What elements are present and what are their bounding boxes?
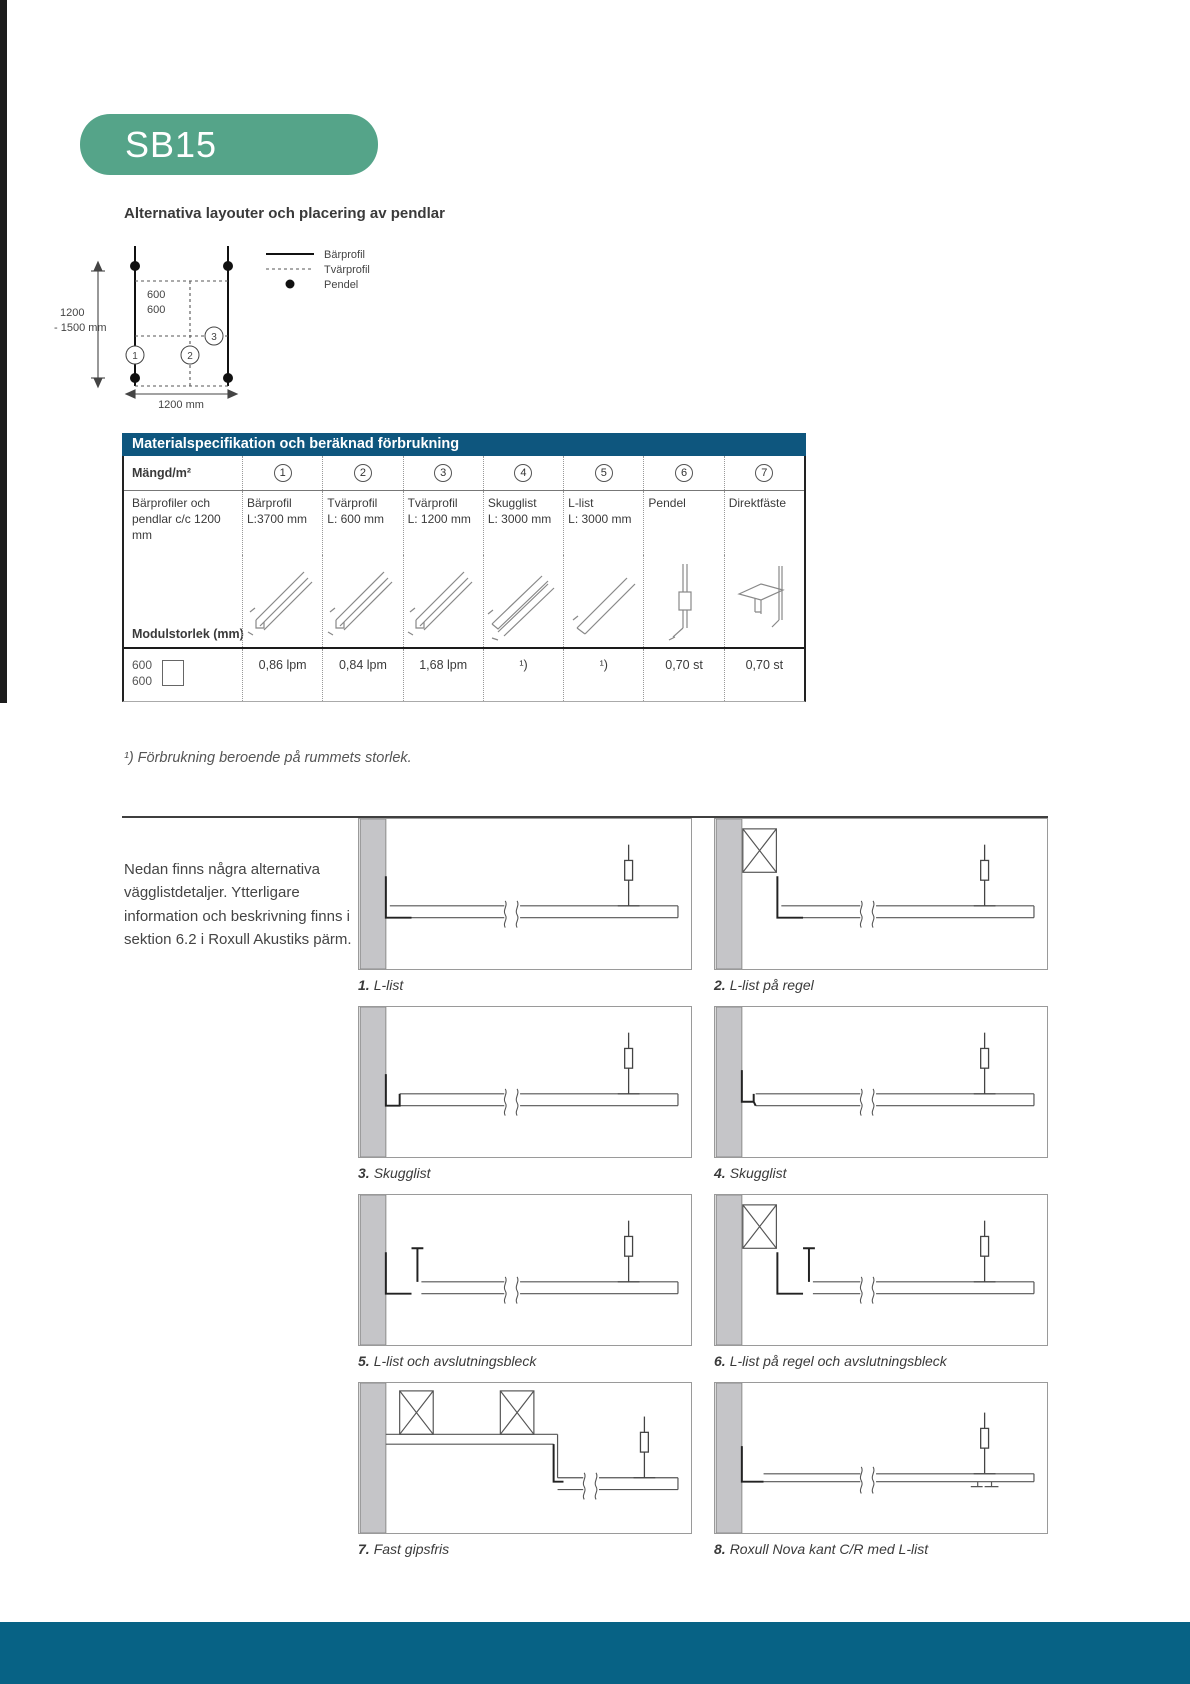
- marker-2: 2: [187, 351, 193, 362]
- value-6: 0,70 st: [643, 649, 723, 701]
- caption-label: L-list: [373, 977, 404, 993]
- table-footnote: ¹) Förbrukning beroende på rummets storlek.: [124, 750, 412, 766]
- modul-label: Modulstorlek (mm): [132, 627, 244, 641]
- materials-table-title: Materialspecifikation och beräknad förbrukning: [122, 433, 806, 456]
- caption-num: 1.: [358, 977, 370, 993]
- value-5: ¹): [563, 649, 643, 701]
- row-header-label: Bärprofiler och pendlar c/c 1200 mm: [132, 496, 221, 543]
- product-name-7: Direktfäste: [728, 496, 787, 510]
- section-badge: [80, 114, 378, 175]
- detail-item-3: [358, 1006, 692, 1181]
- value-2: 0,84 lpm: [322, 649, 402, 701]
- detail-drawing-l-list-avslutningsbleck: [358, 1194, 692, 1346]
- column-number-3: 3: [434, 464, 452, 482]
- carrier-profile-lines: [135, 246, 228, 386]
- module-size-cell: [132, 658, 184, 689]
- detail-item-4: [714, 1006, 1048, 1181]
- value-4: ¹): [483, 649, 563, 701]
- product-name-3: Tvärprofil: [407, 496, 458, 510]
- legend-barprofil-label: Bärprofil: [324, 249, 365, 261]
- bottom-dimension-text: 1200 mm: [158, 399, 204, 411]
- table-row-quantity-header: [124, 456, 804, 490]
- caption-num: 8.: [714, 1541, 726, 1557]
- left-dimension-text-2: - 1500 mm: [54, 322, 107, 334]
- hanger-icon: [645, 558, 723, 644]
- product-name-2: Tvärprofil: [327, 496, 378, 510]
- column-number-1: 1: [274, 464, 292, 482]
- product-size-4: L: 3000 mm: [487, 512, 552, 527]
- legend-pendel-label: Pendel: [324, 279, 359, 291]
- legend-tvarprofil-label: Tvärprofil: [324, 264, 370, 276]
- detail-item-6: [714, 1194, 1048, 1369]
- value-1: 0,86 lpm: [242, 649, 322, 701]
- detail-drawing-l-list: [358, 818, 692, 970]
- cross-profile-1200-icon: [404, 558, 482, 644]
- product-size-5: L: 3000 mm: [568, 512, 632, 527]
- product-size-1: L:3700 mm: [247, 512, 308, 527]
- caption-num: 6.: [714, 1353, 726, 1369]
- detail-item-7: [358, 1382, 692, 1557]
- column-number-5: 5: [595, 464, 613, 482]
- module-size-600-b: 600: [132, 673, 153, 688]
- page-title: Alternativa layouter och placering av pendlar: [124, 205, 445, 222]
- column-number-4: 4: [514, 464, 532, 482]
- module-dim-600-b: 600: [147, 304, 166, 316]
- bottom-dimension-line: [126, 390, 237, 398]
- bar-profile-icon: [244, 558, 322, 644]
- section-badge-label: SB15: [125, 123, 218, 165]
- materials-table: [122, 433, 806, 702]
- table-row-product-icons: [124, 555, 804, 647]
- detail-item-1: [358, 818, 692, 993]
- detail-drawing-l-list-regel: [714, 818, 1048, 970]
- caption-label: L-list på regel: [729, 977, 814, 993]
- caption-num: 7.: [358, 1541, 370, 1557]
- l-trim-icon: [565, 558, 643, 644]
- detail-item-2: [714, 818, 1048, 993]
- detail-drawing-skugglist-2: [714, 1006, 1048, 1158]
- caption-num: 2.: [714, 977, 726, 993]
- table-row-product-names: [124, 490, 804, 555]
- module-dim-600-a: 600: [147, 289, 166, 301]
- detail-item-5: [358, 1194, 692, 1369]
- left-dimension-text-1: 1200: [60, 307, 85, 319]
- detail-item-8: [714, 1382, 1048, 1557]
- diagram-markers: [126, 327, 223, 364]
- caption-num: 5.: [358, 1353, 370, 1369]
- module-square-icon: [162, 660, 184, 686]
- product-name-5: L-list: [568, 496, 594, 510]
- module-size-600-a: 600: [132, 658, 153, 672]
- wall-detail-grid: [358, 818, 1048, 1557]
- caption-num: 3.: [358, 1165, 370, 1181]
- footer-color-bar: [0, 1622, 1190, 1684]
- pendel-dots: [130, 261, 233, 383]
- column-number-6: 6: [675, 464, 693, 482]
- cross-profile-600-icon: [324, 558, 402, 644]
- product-name-1: Bärprofil: [247, 496, 292, 510]
- marker-3: 3: [211, 332, 217, 343]
- caption-label: Skugglist: [373, 1165, 431, 1181]
- caption-label: Roxull Nova kant C/R med L-list: [729, 1541, 929, 1557]
- detail-drawing-l-list-regel-avslutningsbleck: [714, 1194, 1048, 1346]
- caption-label: Fast gipsfris: [373, 1541, 450, 1557]
- qty-label: Mängd/m²: [132, 466, 192, 480]
- shadow-trim-icon: [484, 558, 562, 644]
- detail-drawing-skugglist: [358, 1006, 692, 1158]
- suspension-layout-diagram: [52, 240, 452, 412]
- value-3: 1,68 lpm: [403, 649, 483, 701]
- detail-drawing-fast-gipsfris: [358, 1382, 692, 1534]
- intro-paragraph: Nedan finns några alternativa vägglistdetaljer. Ytterligare information och beskrivning finns i sektion 6.2 i Roxull Akustiks pärm.: [124, 861, 352, 948]
- column-number-7: 7: [755, 464, 773, 482]
- detail-drawing-roxull-nova-l-list: [714, 1382, 1048, 1534]
- value-7: 0,70 st: [724, 649, 804, 701]
- marker-1: 1: [132, 351, 138, 362]
- table-row-values: [124, 647, 804, 701]
- product-size-2: L: 600 mm: [327, 512, 384, 527]
- legend-dot-icon: [286, 280, 295, 289]
- caption-num: 4.: [714, 1165, 726, 1181]
- product-size-3: L: 1200 mm: [407, 512, 471, 527]
- caption-label: L-list på regel och avslutningsbleck: [729, 1353, 947, 1369]
- caption-label: Skugglist: [729, 1165, 787, 1181]
- direct-bracket-icon: [725, 558, 803, 644]
- diagram-legend: [266, 249, 370, 291]
- caption-label: L-list och avslutningsbleck: [373, 1353, 537, 1369]
- product-name-4: Skugglist: [487, 496, 537, 510]
- page-edge-stripe: [0, 0, 7, 703]
- column-number-2: 2: [354, 464, 372, 482]
- product-name-6: Pendel: [648, 496, 686, 510]
